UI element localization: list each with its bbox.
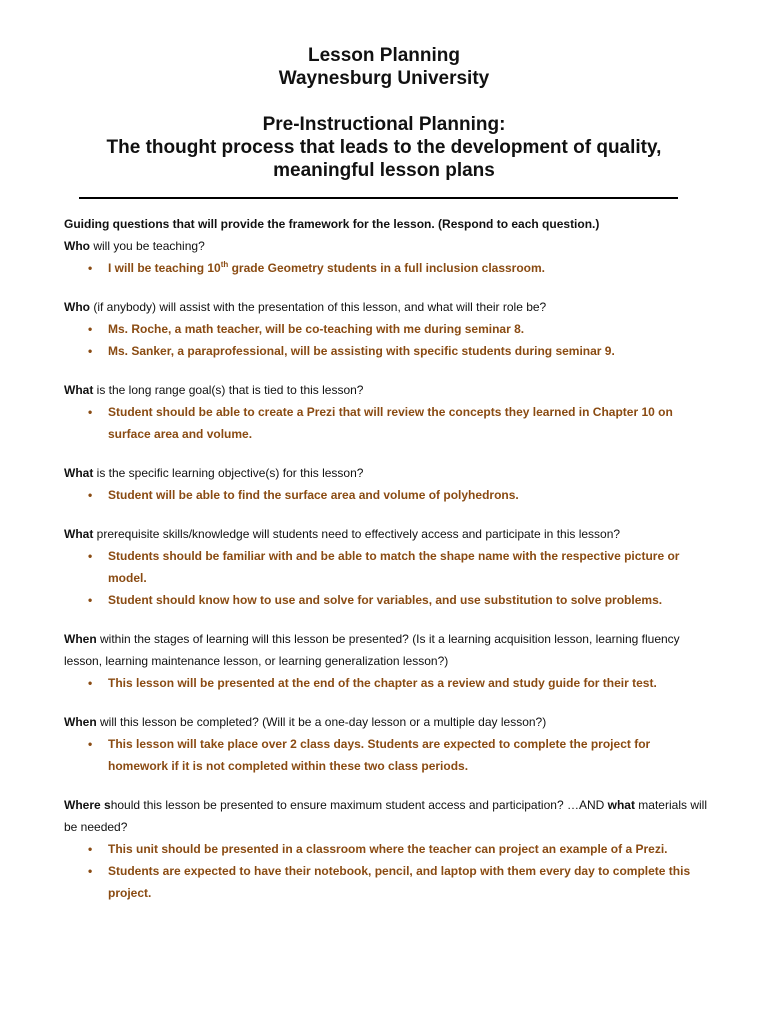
answer-list [64,838,709,904]
answer-list [64,484,709,506]
bullet-icon: • [88,261,93,275]
bullet-icon: • [88,549,93,563]
answer-item [64,733,709,777]
answer-text: This unit should be presented in a classroom where the teacher can project an example of a Prezi. [108,842,668,856]
bullet-icon: • [88,737,93,751]
question-text [64,235,709,257]
answer-list [64,672,709,694]
answer-text: Students should be familiar with and be able to match the shape name with the respective picture or model. [108,549,680,585]
answer-item [64,838,709,860]
question-rest: prerequisite skills/knowledge will students need to effectively access and participate in this lesson? [93,527,621,541]
bullet-icon: • [88,405,93,419]
question-rest: hould this lesson be presented to ensure maximum student access and participation? …AND [110,798,608,812]
answer-item [64,318,709,340]
bullet-icon: • [88,864,93,878]
question-rest: (if anybody) will assist with the presentation of this lesson, and what will their role be? [90,300,547,314]
question-rest: is the specific learning objective(s) for this lesson? [93,466,364,480]
section-who-assist [64,296,709,362]
question-text [64,628,709,672]
section-stages-of-learning [64,628,709,694]
answer-list [64,401,709,445]
answer-item [64,589,709,611]
answer-text: Student should be able to create a Prezi that will review the concepts they learned in Chapter 10 on surface area and volume. [108,405,673,441]
question-rest: will this lesson be completed? (Will it be a one-day lesson or a multiple day lesson?) [96,715,547,729]
question-text [64,794,709,838]
section-prerequisite-skills [64,523,709,611]
bullet-icon: • [88,842,93,856]
question-keyword: Who [64,300,90,314]
answer-item [64,860,709,904]
answer-text: I will be teaching 10 [108,261,221,275]
question-keyword: When [64,715,97,729]
bullet-icon: • [88,344,93,358]
question-keyword: What [64,383,94,397]
question-keyword-2: what [607,798,635,812]
answer-item [64,672,709,694]
question-keyword: When [64,632,97,646]
section-long-range-goal [64,379,709,445]
question-keyword: Who [64,239,90,253]
horizontal-divider [79,197,678,199]
section-learning-objective [64,462,709,506]
document-title-block [0,44,768,182]
answer-text: This lesson will take place over 2 class days. Students are expected to complete the project for homework if it is not completed within these two class periods. [108,737,651,773]
question-keyword: What [64,466,94,480]
answer-list [64,545,709,611]
answer-superscript: th [220,260,229,269]
document-body [64,207,709,904]
intro-text: Guiding questions that will provide the framework for the lesson. (Respond to each question.) [64,217,600,231]
question-keyword: Where s [64,798,111,812]
answer-text: This lesson will be presented at the end of the chapter as a review and study guide for their test. [108,676,657,690]
answer-item [64,545,709,589]
question-text [64,711,709,733]
question-text [64,523,709,545]
question-text [64,296,709,318]
question-rest: within the stages of learning will this lesson be presented? (Is it a learning acquisition lesson, learning fluency lesson, learning maintenance lesson, or learning generalization lesson?) [64,632,680,668]
title-line-5: meaningful lesson plans [273,160,495,181]
question-text [64,462,709,484]
title-line-1: Lesson Planning [307,45,461,66]
answer-text: Student will be able to find the surface area and volume of polyhedrons. [108,488,519,502]
answer-list [64,257,709,279]
answer-list [64,318,709,362]
title-line-3: Pre-Instructional Planning: [262,114,506,135]
bullet-icon: • [88,488,93,502]
answer-text: Ms. Sanker, a paraprofessional, will be assisting with specific students during seminar 9. [108,344,615,358]
answer-item [64,401,709,445]
question-keyword: What [64,527,94,541]
question-rest: is the long range goal(s) that is tied to this lesson? [93,383,364,397]
bullet-icon: • [88,322,93,336]
answer-text: Ms. Roche, a math teacher, will be co-teaching with me during seminar 8. [108,322,525,336]
title-line-4: The thought process that leads to the development of quality, [106,137,662,158]
section-completion-time [64,711,709,777]
title-line-2: Waynesburg University [278,68,490,89]
question-text [64,379,709,401]
answer-item [64,484,709,506]
answer-text: grade Geometry students in a full inclusion classroom. [228,261,546,275]
question-rest: will you be teaching? [90,239,205,253]
bullet-icon: • [88,676,93,690]
section-who-teaching [64,235,709,279]
answer-item [64,257,709,279]
question-rest-2: materials will be needed? [64,798,707,834]
bullet-icon: • [88,593,93,607]
answer-list [64,733,709,777]
section-location-materials [64,794,709,904]
answer-text: Students are expected to have their notebook, pencil, and laptop with them every day to complete this project. [108,864,691,900]
answer-text: Student should know how to use and solve for variables, and use substitution to solve problems. [108,593,663,607]
answer-item [64,340,709,362]
